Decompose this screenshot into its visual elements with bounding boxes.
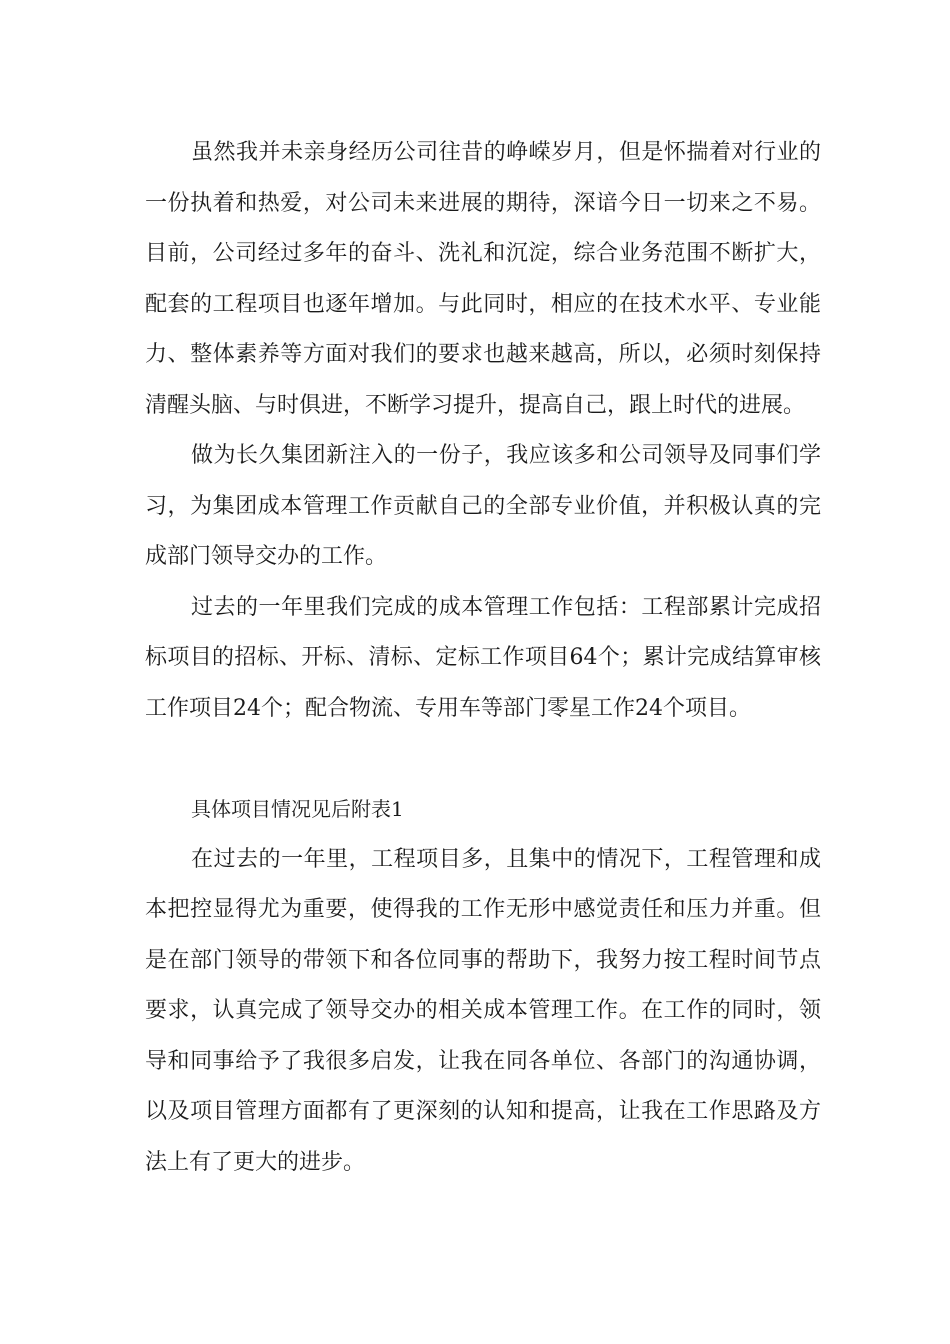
paragraph-1: 虽然我并未亲身经历公司往昔的峥嵘岁月，但是怀揣着对行业的一份执着和热爱，对公司未来进展的期待，深谙今日一切来之不易。目前，公司经过多年的奋斗、洗礼和沉淀，综合业务范围不断扩大，配套的工程项目也逐年增加。与此同时，相应的在技术水平、专业能力、整体素养等方面对我们的要求也越来越高，所以，必须时刻保持清醒头脑、与时俱进，不断学习提升，提高自己，跟上时代的进展。 xyxy=(145,140,821,418)
paragraph-2: 做为长久集团新注入的一份子，我应该多和公司领导及同事们学习，为集团成本管理工作贡献自己的全部专业价值，并积极认真的完成部门领导交办的工作。 xyxy=(145,443,821,569)
paragraph-spacer xyxy=(145,734,821,784)
document-body xyxy=(145,128,821,1188)
paragraph-4: 在过去的一年里，工程项目多，且集中的情况下，工程管理和成本把控显得尤为重要，使得我的工作无形中感觉责任和压力并重。但是在部门领导的带领下和各位同事的帮助下，我努力按工程时间节点要求，认真完成了领导交办的相关成本管理工作。在工作的同时，领导和同事给予了我很多启发，让我在同各单位、各部门的沟通协调，以及项目管理方面都有了更深刻的认知和提高，让我在工作思路及方法上有了更大的进步。 xyxy=(145,846,821,1175)
appendix-note: 具体项目情况见后附表1 xyxy=(191,797,404,821)
paragraph-3: 过去的一年里我们完成的成本管理工作包括：工程部累计完成招标项目的招标、开标、清标、定标工作项目64个；累计完成结算审核工作项目24个；配合物流、专用车等部门零星工作24个项目。 xyxy=(145,594,821,721)
